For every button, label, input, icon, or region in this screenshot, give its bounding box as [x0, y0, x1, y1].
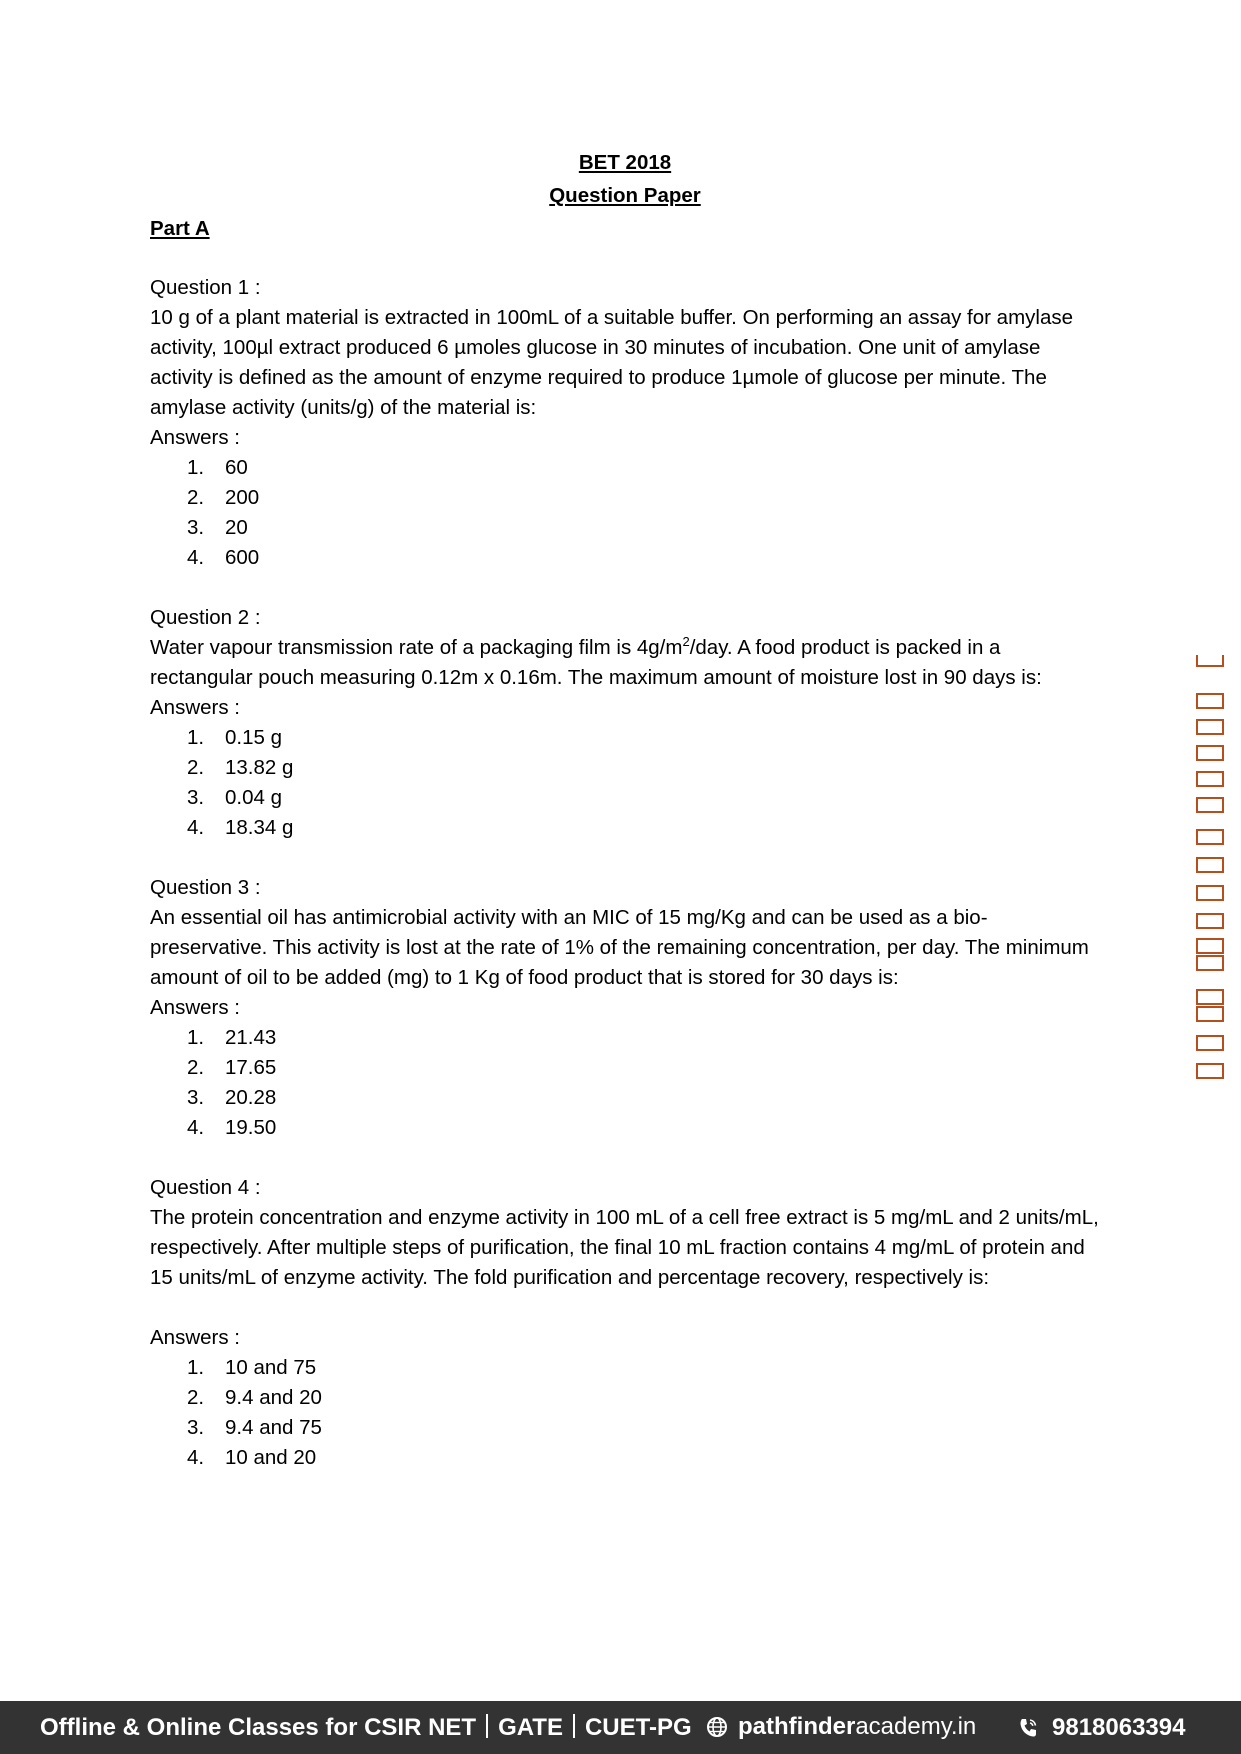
- answer-option: [150, 483, 1100, 513]
- footer-banner: [0, 1701, 1241, 1754]
- superscript: 2: [682, 634, 690, 650]
- blank-line: [150, 1293, 1100, 1323]
- option-text: 19.50: [225, 1116, 277, 1139]
- question-label: Question 4 :: [150, 1176, 261, 1199]
- option-number: 4.: [187, 1116, 205, 1139]
- option-number: 2.: [187, 1386, 205, 1409]
- answer-option: [150, 1113, 1100, 1143]
- watermark-box: [1196, 1063, 1224, 1079]
- option-text: 60: [225, 456, 248, 479]
- doc-title: BET 2018: [578, 151, 672, 174]
- watermark-bracket: [1196, 655, 1224, 667]
- option-text: 9.4 and 20: [225, 1386, 322, 1409]
- footer-cuet-text: CUET-PG: [584, 1714, 692, 1741]
- question-2: [150, 603, 1100, 843]
- answer-options: [150, 1353, 1100, 1473]
- option-text: 10 and 75: [225, 1356, 317, 1379]
- option-text: 17.65: [225, 1056, 277, 1079]
- answer-options: [150, 1023, 1100, 1143]
- footer-website[interactable]: [706, 1713, 976, 1741]
- option-text: 18.34 g: [225, 816, 294, 839]
- option-number: 1.: [187, 456, 205, 479]
- answer-option: [150, 783, 1100, 813]
- option-number: 3.: [187, 1416, 205, 1439]
- answer-option: [150, 1083, 1100, 1113]
- option-number: 2.: [187, 1056, 205, 1079]
- watermark-box: [1196, 797, 1224, 813]
- question-3: [150, 873, 1100, 1143]
- side-watermark: [1196, 655, 1228, 1085]
- watermark-box: [1196, 955, 1224, 971]
- document-body: [150, 146, 1100, 1503]
- answer-options: [150, 723, 1100, 843]
- watermark-box: [1196, 989, 1224, 1005]
- question-label: Question 2 :: [150, 606, 261, 629]
- footer-phone[interactable]: [1018, 1714, 1185, 1742]
- footer-site-light: academy.in: [855, 1713, 977, 1740]
- watermark-box: [1196, 913, 1224, 929]
- option-number: 2.: [187, 486, 205, 509]
- watermark-box: [1196, 1006, 1224, 1022]
- question-1: [150, 273, 1100, 573]
- question-text-part: /day. A food product is packed in a rectangular pouch measuring 0.12m x 0.16m. The maximum amount of moisture lost in 90 days is:: [150, 636, 1042, 689]
- answer-option: [150, 1383, 1100, 1413]
- option-number: 1.: [187, 1026, 205, 1049]
- watermark-box: [1196, 1035, 1224, 1051]
- watermark-box: [1196, 829, 1224, 845]
- question-text: The protein concentration and enzyme activity in 100 mL of a cell free extract is 5 mg/mL and 2 units/mL, respectively. After multiple steps of purification, the final 10 mL fraction contains 4 mg/mL of protein and 15 units/mL of enzyme activity. The fold purification and percentage recovery, respectively is:: [150, 1206, 1099, 1289]
- option-number: 4.: [187, 546, 205, 569]
- option-number: 3.: [187, 516, 205, 539]
- answer-option: [150, 543, 1100, 573]
- footer-separator: [486, 1714, 488, 1738]
- answer-option: [150, 1353, 1100, 1383]
- option-text: 10 and 20: [225, 1446, 317, 1469]
- answer-option: [150, 453, 1100, 483]
- question-label: Question 3 :: [150, 876, 261, 899]
- footer-site-bold: pathfinder: [738, 1713, 856, 1740]
- phone-icon: [1018, 1717, 1038, 1739]
- option-number: 4.: [187, 1446, 205, 1469]
- option-number: 4.: [187, 816, 205, 839]
- answer-option: [150, 723, 1100, 753]
- answer-option: [150, 813, 1100, 843]
- option-text: 600: [225, 546, 260, 569]
- answer-options: [150, 453, 1100, 573]
- part-heading: Part A: [150, 217, 210, 240]
- watermark-box: [1196, 745, 1224, 761]
- footer-classes-text: Offline & Online Classes for CSIR NET: [40, 1714, 477, 1741]
- question-text-part: Water vapour transmission rate of a packaging film is 4g/m: [150, 636, 683, 659]
- option-number: 1.: [187, 1356, 205, 1379]
- option-text: 13.82 g: [225, 756, 294, 779]
- option-text: 0.04 g: [225, 786, 282, 809]
- question-text: [150, 633, 1100, 693]
- footer-gate-text: GATE: [498, 1714, 563, 1741]
- watermark-box: [1196, 938, 1224, 954]
- answer-option: [150, 1413, 1100, 1443]
- watermark-box: [1196, 693, 1224, 709]
- option-number: 1.: [187, 726, 205, 749]
- footer-classes: [40, 1714, 692, 1742]
- option-number: 2.: [187, 756, 205, 779]
- option-text: 200: [225, 486, 260, 509]
- option-number: 3.: [187, 786, 205, 809]
- answer-option: [150, 753, 1100, 783]
- doc-subtitle: Question Paper: [549, 184, 701, 207]
- option-text: 0.15 g: [225, 726, 282, 749]
- option-text: 20: [225, 516, 248, 539]
- globe-icon: [706, 1716, 728, 1738]
- answers-label: Answers :: [150, 696, 240, 719]
- question-text: 10 g of a plant material is extracted in 100mL of a suitable buffer. On performing an assay for amylase activity, 100µl extract produced 6 µmoles glucose in 30 minutes of incubation. One unit of amylase activity is defined as the amount of enzyme required to produce 1µmole of glucose per minute. The amylase activity (units/g) of the material is:: [150, 306, 1074, 419]
- watermark-box: [1196, 719, 1224, 735]
- option-text: 20.28: [225, 1086, 277, 1109]
- question-label: Question 1 :: [150, 276, 261, 299]
- question-4: [150, 1173, 1100, 1473]
- answer-option: [150, 513, 1100, 543]
- watermark-box: [1196, 771, 1224, 787]
- answer-option: [150, 1053, 1100, 1083]
- footer-separator: [573, 1714, 575, 1738]
- answers-label: Answers :: [150, 1326, 240, 1349]
- answers-label: Answers :: [150, 426, 240, 449]
- option-text: 9.4 and 75: [225, 1416, 322, 1439]
- footer-phone-number: 9818063394: [1052, 1714, 1186, 1741]
- question-text: An essential oil has antimicrobial activity with an MIC of 15 mg/Kg and can be used as a bio-preservative. This activity is lost at the rate of 1% of the remaining concentration, per day. The minimum amount of oil to be added (mg) to 1 Kg of food product that is stored for 30 days is:: [150, 906, 1089, 989]
- option-text: 21.43: [225, 1026, 277, 1049]
- answers-label: Answers :: [150, 996, 240, 1019]
- answer-option: [150, 1443, 1100, 1473]
- answer-option: [150, 1023, 1100, 1053]
- option-number: 3.: [187, 1086, 205, 1109]
- watermark-box: [1196, 885, 1224, 901]
- watermark-box: [1196, 857, 1224, 873]
